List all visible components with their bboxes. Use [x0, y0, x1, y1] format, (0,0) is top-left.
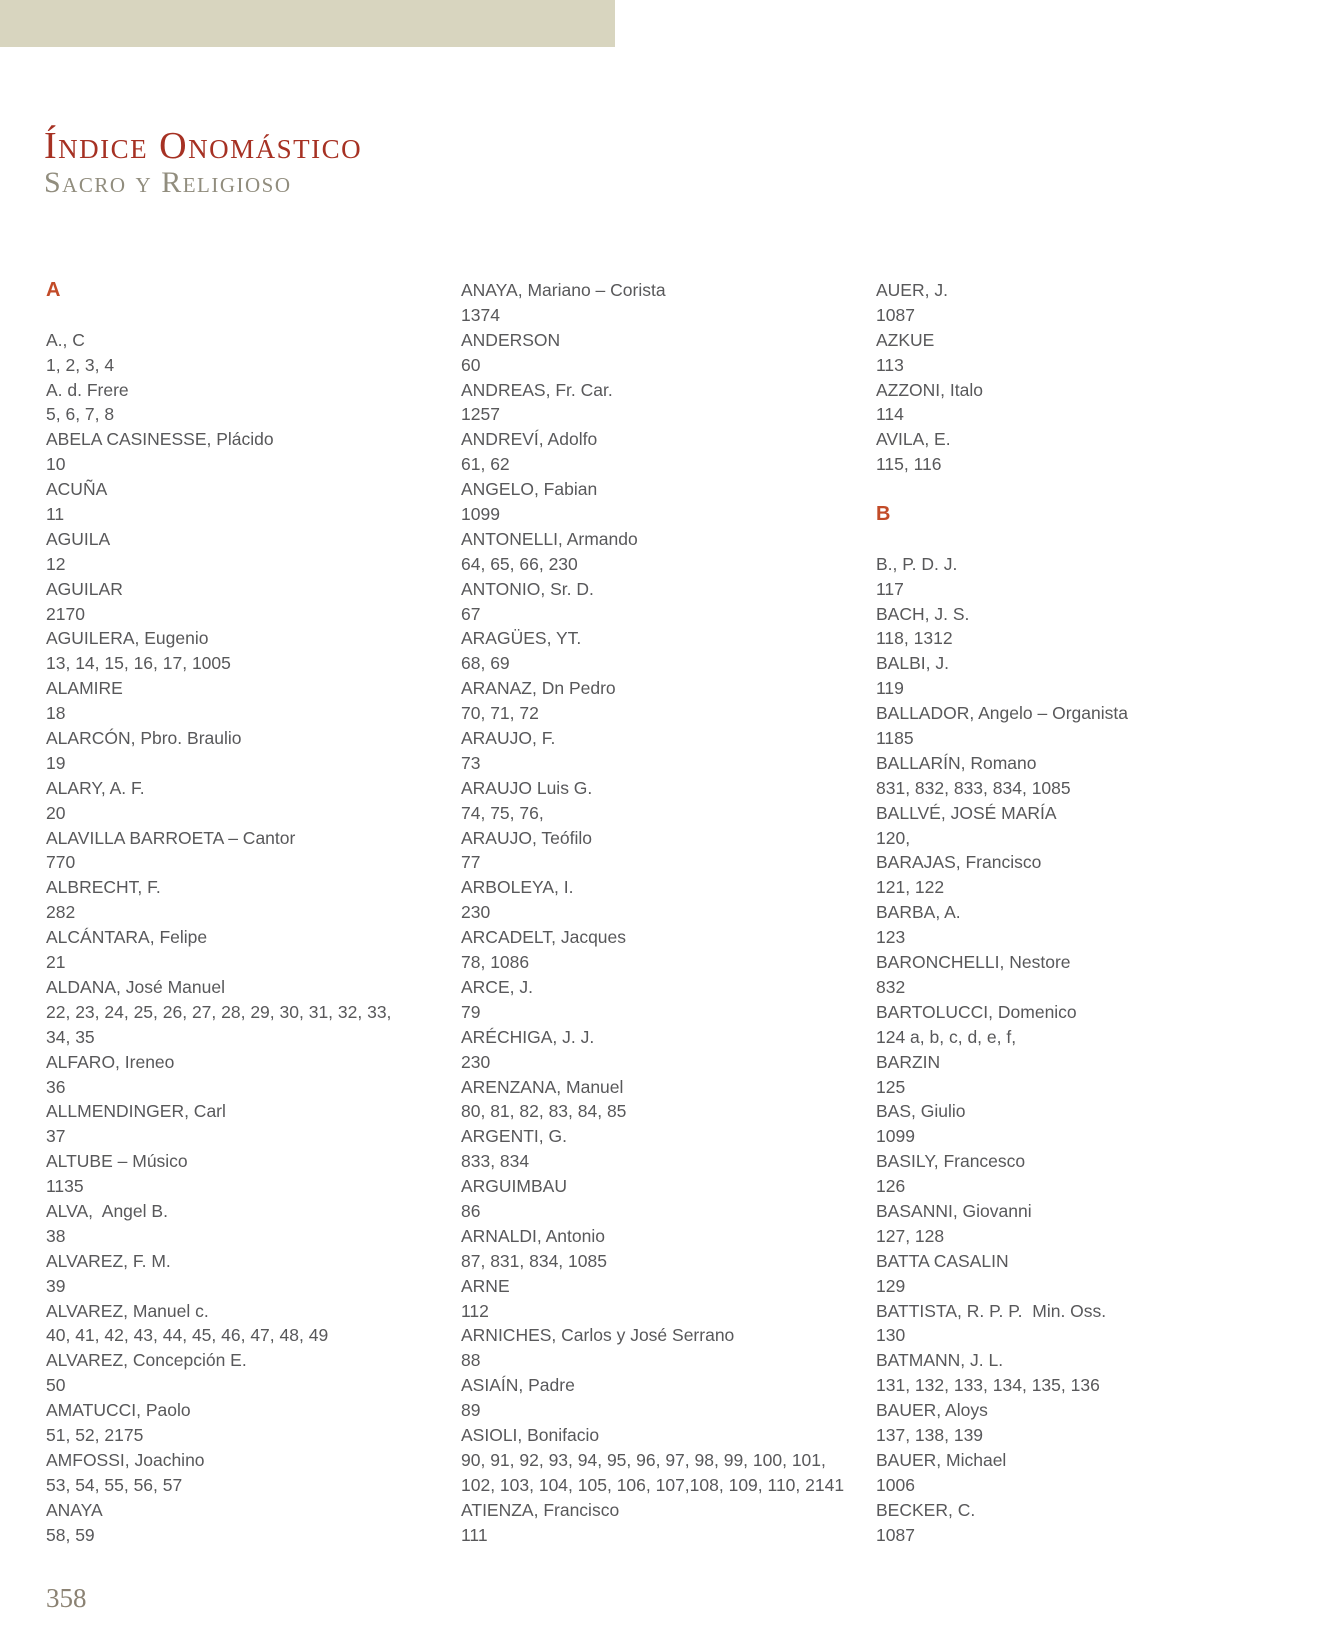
entry-name: ALARCÓN, Pbro. Braulio	[46, 728, 242, 749]
entry-name: BARONCHELLI, Nestore	[876, 952, 1071, 973]
entry-pages: 114	[876, 404, 904, 425]
entry-name: ANTONELLI, Armando	[461, 528, 638, 549]
entry-pages: 58, 59	[46, 1524, 95, 1545]
entry-pages: 79	[461, 1001, 481, 1022]
entry-name: BARBA, A.	[876, 902, 961, 923]
entry-pages: 87, 831, 834, 1085	[461, 1250, 607, 1271]
entry-name: ASIAÍN, Padre	[461, 1375, 575, 1396]
entry-name: AZKUE	[876, 329, 935, 350]
entry-name: BARTOLUCCI, Domenico	[876, 1001, 1077, 1022]
entry-name: ALAMIRE	[46, 678, 123, 699]
page-number: 358	[46, 1583, 87, 1613]
entry-pages: 126	[876, 1176, 906, 1197]
entry-name: ALCÁNTARA, Felipe	[46, 927, 208, 948]
entry-name: BALLVÉ, JOSÉ MARÍA	[876, 802, 1057, 823]
entry-pages: 1099	[461, 504, 500, 525]
entry-name: ALFARO, Ireneo	[46, 1051, 175, 1072]
entry-name: BARZIN	[876, 1051, 941, 1072]
entry-name: ARAUJO Luis G.	[461, 777, 593, 798]
entry-pages: 90, 91, 92, 93, 94, 95, 96, 97, 98, 99, 100, 101,	[461, 1449, 826, 1470]
entry-pages: 1006	[876, 1474, 915, 1495]
entry-name: ABELA CASINESSE, Plácido	[46, 429, 274, 450]
entry-pages: 118, 1312	[876, 628, 953, 649]
entry-pages: 68, 69	[461, 653, 510, 674]
entry-pages: 60	[461, 354, 481, 375]
entry-pages: 1099	[876, 1126, 915, 1147]
entry-pages: 770	[46, 852, 76, 873]
spacer	[46, 303, 461, 328]
entry-name: ARGUIMBAU	[461, 1176, 567, 1197]
entry-pages: 2170	[46, 603, 85, 624]
entry-pages: 125	[876, 1076, 906, 1097]
entry-pages: 11	[46, 504, 65, 525]
entry-name: ARNE	[461, 1275, 510, 1296]
entry-name: ATIENZA, Francisco	[461, 1499, 620, 1520]
entry-pages: 131, 132, 133, 134, 135, 136	[876, 1375, 1100, 1396]
entry-name: ALVAREZ, F. M.	[46, 1250, 171, 1271]
entry-pages: 129	[876, 1275, 906, 1296]
entry-name: BAS, Giulio	[876, 1101, 966, 1122]
entry-name: ALVAREZ, Concepción E.	[46, 1350, 247, 1371]
entry-name: BAUER, Aloys	[876, 1400, 988, 1421]
entry-name: BAUER, Michael	[876, 1449, 1007, 1470]
entry-name: ARAUJO, F.	[461, 728, 556, 749]
entry-name: ANAYA, Mariano – Corista	[461, 280, 666, 300]
entry-name: ARAGÜES, YT.	[461, 628, 582, 649]
index-columns	[46, 278, 1291, 1547]
entry-name: ANGELO, Fabian	[461, 479, 598, 500]
entry-name: ANTONIO, Sr. D.	[461, 578, 594, 599]
entry-pages: 39	[46, 1275, 66, 1296]
entry-name: ALLMENDINGER, Carl	[46, 1101, 226, 1122]
entry-pages: 13, 14, 15, 16, 17, 1005	[46, 653, 231, 674]
entry-name: ARGENTI, G.	[461, 1126, 567, 1147]
entry-pages: 10	[46, 454, 66, 475]
entry-name: AUER, J.	[876, 280, 948, 300]
entry-name: BALBI, J.	[876, 653, 949, 674]
entry-pages: 123	[876, 927, 906, 948]
entry-pages: 86	[461, 1200, 481, 1221]
entry-pages: 831, 832, 833, 834, 1085	[876, 777, 1071, 798]
entry-pages: 19	[46, 752, 66, 773]
entry-name: AGUILAR	[46, 578, 123, 599]
entry-pages: 51, 52, 2175	[46, 1424, 144, 1445]
entry-pages: 40, 41, 42, 43, 44, 45, 46, 47, 48, 49	[46, 1325, 329, 1346]
entry-pages: 120,	[876, 827, 911, 848]
entry-name: A. d. Frere	[46, 379, 129, 400]
entry-pages: 127, 128	[876, 1225, 945, 1246]
entry-pages: 18	[46, 703, 66, 724]
entry-pages: 50	[46, 1375, 66, 1396]
entry-pages: 37	[46, 1126, 66, 1147]
index-column-3	[876, 278, 1291, 1547]
entry-pages: 1257	[461, 404, 500, 425]
entry-pages: 12	[46, 553, 66, 574]
section-header: A	[46, 279, 61, 301]
entry-pages: 1, 2, 3, 4	[46, 354, 115, 375]
entry-name: ALARY, A. F.	[46, 777, 145, 798]
entry-name: BECKER, C.	[876, 1499, 976, 1520]
entry-name: ALBRECHT, F.	[46, 877, 161, 898]
entry-pages: 5, 6, 7, 8	[46, 404, 115, 425]
entry-pages: 102, 103, 104, 105, 106, 107,108, 109, 110, 2141	[461, 1474, 845, 1495]
entry-name: BASILY, Francesco	[876, 1151, 1026, 1172]
index-column-2	[461, 278, 876, 1547]
entry-name: ARAUJO, Teófilo	[461, 827, 592, 848]
entry-pages: 38	[46, 1225, 66, 1246]
entry-pages: 1087	[876, 304, 915, 325]
entry-pages: 117	[876, 578, 904, 599]
spacer	[876, 527, 1291, 552]
entry-pages: 1185	[876, 728, 914, 749]
entry-name: ACUÑA	[46, 479, 108, 500]
entry-pages: 88	[461, 1350, 481, 1371]
entry-name: ARCADELT, Jacques	[461, 927, 627, 948]
entry-pages: 119	[876, 678, 904, 699]
entry-name: ARNICHES, Carlos y José Serrano	[461, 1325, 735, 1346]
entry-name: BATTA CASALIN	[876, 1250, 1009, 1271]
entry-pages: 78, 1086	[461, 952, 530, 973]
entry-pages: 64, 65, 66, 230	[461, 553, 578, 574]
entry-name: ALTUBE – Músico	[46, 1151, 188, 1172]
entry-name: ANDREAS, Fr. Car.	[461, 379, 613, 400]
entry-name: BALLARÍN, Romano	[876, 752, 1037, 773]
entry-name: BACH, J. S.	[876, 603, 970, 624]
entry-name: ANDERSON	[461, 329, 561, 350]
entry-pages: 34, 35	[46, 1026, 95, 1047]
spacer	[876, 477, 1291, 502]
entry-pages: 130	[876, 1325, 906, 1346]
entry-name: ARBOLEYA, I.	[461, 877, 574, 898]
entry-name: ANDREVÍ, Adolfo	[461, 429, 598, 450]
entry-pages: 1087	[876, 1524, 915, 1545]
entry-pages: 77	[461, 852, 481, 873]
entry-pages: 53, 54, 55, 56, 57	[46, 1474, 183, 1495]
entry-name: B., P. D. J.	[876, 553, 958, 574]
entry-pages: 70, 71, 72	[461, 703, 539, 724]
entry-pages: 74, 75, 76,	[461, 802, 544, 823]
entry-pages: 1374	[461, 304, 500, 325]
entry-pages: 36	[46, 1076, 66, 1097]
entry-pages: 230	[461, 902, 491, 923]
entry-name: ARCE, J.	[461, 976, 533, 997]
entry-name: ALVAREZ, Manuel c.	[46, 1300, 209, 1321]
entry-name: ARENZANA, Manuel	[461, 1076, 624, 1097]
section-header: B	[876, 503, 891, 526]
entry-pages: 61, 62	[461, 454, 510, 475]
entry-name: ARNALDI, Antonio	[461, 1225, 605, 1246]
entry-name: ARÉCHIGA, J. J.	[461, 1026, 595, 1047]
entry-name: AMATUCCI, Paolo	[46, 1400, 191, 1421]
entry-pages: 21	[46, 952, 66, 973]
entry-pages: 112	[461, 1300, 489, 1321]
entry-pages: 282	[46, 902, 76, 923]
entry-name: BALLADOR, Angelo – Organista	[876, 703, 1128, 724]
entry-name: AGUILERA, Eugenio	[46, 628, 209, 649]
entry-name: BARAJAS, Francisco	[876, 852, 1042, 873]
entry-name: ASIOLI, Bonifacio	[461, 1424, 600, 1445]
entry-name: ARANAZ, Dn Pedro	[461, 678, 616, 699]
entry-name: AMFOSSI, Joachino	[46, 1449, 205, 1470]
entry-pages: 111	[461, 1524, 488, 1545]
entry-name: BATMANN, J. L.	[876, 1350, 1004, 1371]
index-column-1	[46, 278, 461, 1547]
entry-name: ALVA, Angel B.	[46, 1200, 168, 1221]
entry-pages: 89	[461, 1400, 481, 1421]
entry-name: ALDANA, José Manuel	[46, 976, 225, 997]
entry-pages: 73	[461, 752, 481, 773]
entry-name: BATTISTA, R. P. P. Min. Oss.	[876, 1300, 1107, 1321]
entry-pages: 832	[876, 976, 906, 997]
page-title: Índice Onomástico	[44, 125, 363, 167]
entry-pages: 137, 138, 139	[876, 1424, 984, 1445]
entry-name: AZZONI, Italo	[876, 379, 983, 400]
entry-name: BASANNI, Giovanni	[876, 1200, 1032, 1221]
entry-name: ALAVILLA BARROETA – Cantor	[46, 827, 296, 848]
entry-pages: 113	[876, 354, 904, 375]
entry-pages: 115, 116	[876, 454, 942, 475]
entry-pages: 80, 81, 82, 83, 84, 85	[461, 1101, 627, 1122]
entry-name: A., C	[46, 329, 85, 350]
header-band	[0, 0, 615, 47]
entry-pages: 20	[46, 802, 66, 823]
entry-pages: 230	[461, 1051, 491, 1072]
entry-pages: 67	[461, 603, 481, 624]
entry-pages: 1135	[46, 1176, 84, 1197]
entry-name: AVILA, E.	[876, 429, 951, 450]
entry-pages: 22, 23, 24, 25, 26, 27, 28, 29, 30, 31, 32, 33,	[46, 1001, 392, 1022]
entry-pages: 124 a, b, c, d, e, f,	[876, 1026, 1017, 1047]
entry-name: AGUILA	[46, 528, 111, 549]
page-subtitle: Sacro y Religioso	[44, 166, 292, 199]
entry-name: ANAYA	[46, 1499, 103, 1520]
entry-pages: 121, 122	[876, 877, 945, 898]
entry-pages: 833, 834	[461, 1151, 530, 1172]
